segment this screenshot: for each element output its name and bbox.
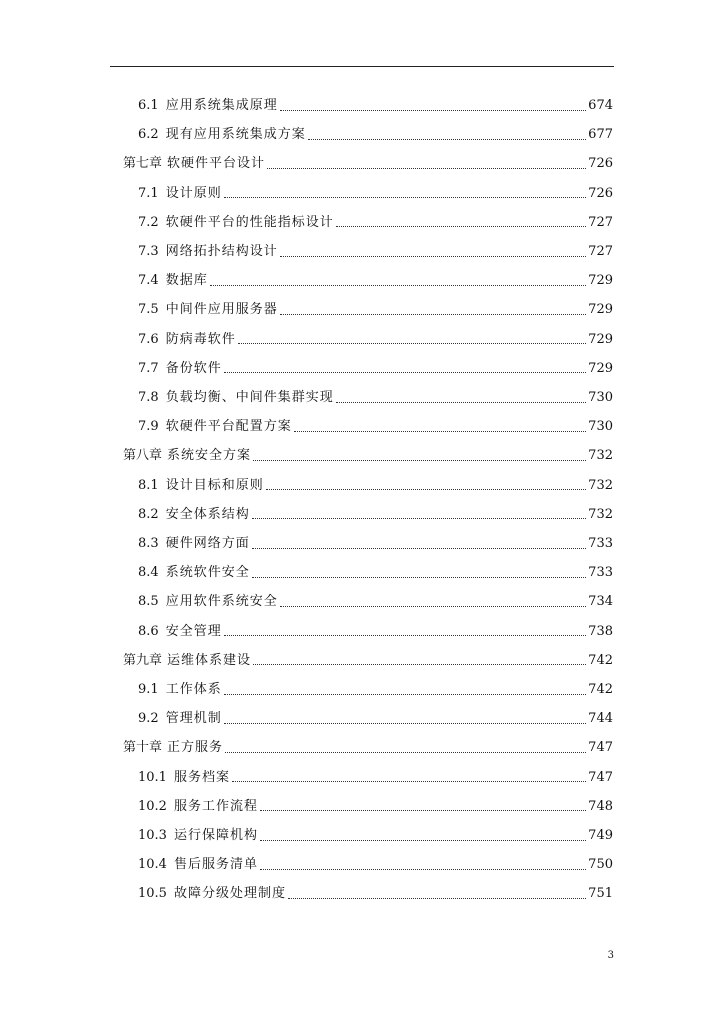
toc-section-entry[interactable] [138, 412, 613, 441]
toc-dot-leader [260, 839, 586, 841]
toc-entry-page: 744 [588, 711, 613, 727]
toc-chapter-entry[interactable] [123, 646, 613, 675]
toc-entry-page: 730 [588, 419, 613, 435]
page-number: 3 [607, 950, 614, 961]
toc-dot-leader [224, 196, 586, 198]
toc-dot-leader [260, 809, 586, 811]
toc-entry-number: 10.2 [138, 798, 167, 814]
toc-entry-number: 7.7 [138, 360, 159, 376]
toc-entry-number: 7.2 [138, 214, 159, 230]
toc-entry-page: 729 [588, 331, 613, 347]
toc-entry-number: 第九章 [123, 652, 163, 668]
toc-entry-page: 749 [588, 828, 613, 843]
toc-entry-title: 安全体系结构 [165, 506, 250, 522]
toc-entry-title: 管理机制 [165, 711, 222, 727]
toc-dot-leader [238, 342, 586, 344]
toc-section-entry[interactable] [138, 471, 613, 500]
toc-dot-leader [253, 459, 586, 461]
toc-section-entry[interactable] [138, 354, 613, 383]
toc-entry-page: 733 [588, 565, 613, 581]
toc-section-entry[interactable] [138, 120, 613, 149]
toc-entry-page: 726 [588, 156, 613, 172]
toc-entry-page: 727 [588, 214, 613, 230]
toc-entry-page: 747 [588, 740, 613, 756]
toc-entry-title: 服务工作流程 [173, 798, 258, 814]
toc-entry-page: 732 [588, 506, 613, 522]
toc-dot-leader [280, 255, 586, 257]
toc-entry-page: 738 [588, 623, 613, 639]
toc-entry-page: 729 [588, 302, 613, 318]
toc-entry-title: 中间件应用服务器 [165, 302, 278, 318]
toc-section-entry[interactable] [138, 763, 613, 792]
toc-entry-page: 729 [588, 273, 613, 289]
toc-section-entry[interactable] [138, 587, 613, 616]
toc-section-entry[interactable] [138, 266, 613, 295]
toc-entry-number: 8.6 [138, 623, 159, 639]
toc-entry-title: 软硬件平台设计 [167, 156, 266, 172]
toc-entry-title: 服务档案 [173, 769, 230, 785]
toc-entry-number: 9.1 [138, 682, 159, 697]
toc-entry-title: 硬件网络方面 [165, 536, 250, 551]
toc-dot-leader [280, 313, 586, 315]
toc-entry-page: 751 [588, 886, 613, 902]
toc-section-entry[interactable] [138, 850, 613, 879]
toc-entry-title: 软硬件平台的性能指标设计 [165, 214, 334, 230]
toc-chapter-entry[interactable] [123, 149, 613, 178]
toc-dot-leader [252, 576, 586, 578]
toc-dot-leader [336, 401, 586, 403]
toc-dot-leader [225, 751, 586, 753]
toc-dot-leader [224, 371, 586, 373]
toc-entry-title: 设计原则 [165, 185, 222, 201]
toc-dot-leader [267, 167, 586, 169]
toc-entry-number: 8.4 [138, 565, 159, 581]
toc-entry-page: 747 [588, 769, 613, 785]
header-rule [110, 66, 614, 67]
toc-entry-page: 727 [588, 244, 613, 259]
toc-entry-number: 10.1 [138, 769, 167, 785]
toc-entry-number: 7.1 [138, 185, 159, 201]
toc-dot-leader [210, 284, 586, 286]
toc-entry-page: 729 [588, 360, 613, 376]
toc-entry-title: 备份软件 [165, 360, 222, 376]
toc-entry-number: 9.2 [138, 711, 159, 727]
toc-dot-leader [294, 430, 586, 432]
toc-entry-title: 软硬件平台配置方案 [165, 419, 292, 435]
toc-entry-number: 第八章 [123, 448, 163, 464]
toc-section-entry[interactable] [138, 529, 613, 558]
toc-entry-page: 726 [588, 185, 613, 201]
toc-entry-page: 742 [588, 652, 613, 668]
toc-entry-number: 第十章 [123, 740, 163, 756]
toc-entry-page: 677 [588, 127, 613, 143]
toc-entry-number: 10.5 [138, 886, 167, 902]
toc-dot-leader [252, 547, 586, 549]
toc-entry-page: 732 [588, 448, 613, 464]
toc-dot-leader [224, 693, 586, 695]
toc-entry-title: 正方服务 [167, 740, 224, 756]
toc-dot-leader [224, 722, 586, 724]
toc-entry-title: 应用软件系统安全 [165, 594, 278, 610]
toc-entry-page: 734 [588, 594, 613, 610]
toc-entry-title: 网络拓扑结构设计 [165, 244, 278, 259]
toc-section-entry[interactable] [138, 295, 613, 324]
toc-entry-page: 730 [588, 390, 613, 405]
toc-entry-page: 750 [588, 857, 613, 873]
toc-entry-number: 7.9 [138, 419, 159, 435]
toc-section-entry[interactable] [138, 617, 613, 646]
toc-dot-leader [260, 868, 586, 870]
toc-entry-title: 设计目标和原则 [165, 477, 264, 493]
toc-entry-number: 10.4 [138, 857, 167, 873]
toc-section-entry[interactable] [138, 237, 613, 266]
toc-entry-number: 7.5 [138, 302, 159, 318]
toc-entry-title: 运行保障机构 [173, 828, 258, 843]
toc-section-entry[interactable] [138, 792, 613, 821]
toc-entry-page: 732 [588, 477, 613, 493]
toc-dot-leader [308, 138, 586, 140]
toc-entry-number: 6.2 [138, 127, 159, 143]
toc-entry-title: 现有应用系统集成方案 [165, 127, 306, 143]
toc-entry-title: 安全管理 [165, 623, 222, 639]
toc-entry-number: 7.3 [138, 244, 159, 259]
toc-entry-title: 运维体系建设 [167, 652, 252, 668]
toc-entry-number: 10.3 [138, 828, 167, 843]
toc-section-entry[interactable] [138, 704, 613, 733]
toc-dot-leader [253, 663, 586, 665]
toc-chapter-entry[interactable] [123, 441, 613, 470]
toc-dot-leader [280, 605, 586, 607]
toc-entry-title: 负载均衡、中间件集群实现 [165, 390, 334, 405]
toc-entry-title: 故障分级处理制度 [173, 886, 286, 902]
toc-section-entry[interactable] [138, 179, 613, 208]
toc-entry-number: 8.1 [138, 477, 159, 493]
toc-dot-leader [224, 634, 586, 636]
toc-entry-title: 应用系统集成原理 [165, 98, 278, 113]
toc-section-entry[interactable] [138, 500, 613, 529]
toc-entry-title: 系统软件安全 [165, 565, 250, 581]
toc-entry-title: 售后服务清单 [173, 857, 258, 873]
toc-entry-number: 7.8 [138, 390, 159, 405]
toc-entry-page: 733 [588, 536, 613, 551]
toc-entry-number: 7.4 [138, 273, 159, 289]
toc-entry-number: 7.6 [138, 331, 159, 347]
toc-dot-leader [252, 517, 586, 519]
toc-dot-leader [280, 109, 586, 111]
toc-entry-number: 6.1 [138, 98, 159, 113]
toc-section-entry[interactable] [138, 383, 613, 412]
toc-section-entry[interactable] [138, 879, 613, 908]
toc-entry-number: 8.2 [138, 506, 159, 522]
toc-entry-number: 8.3 [138, 536, 159, 551]
toc-entry-page: 742 [588, 682, 613, 697]
toc-section-entry[interactable] [138, 208, 613, 237]
toc-dot-leader [266, 488, 586, 490]
toc-entry-number: 第七章 [123, 156, 163, 172]
toc-entry-page: 674 [588, 98, 613, 113]
toc-section-entry[interactable] [138, 675, 613, 704]
toc-section-entry[interactable] [138, 325, 613, 354]
toc-entry-title: 系统安全方案 [167, 448, 252, 464]
toc-section-entry[interactable] [138, 821, 613, 850]
toc-entry-number: 8.5 [138, 594, 159, 610]
toc-entry-title: 防病毒软件 [165, 331, 236, 347]
toc-chapter-entry[interactable] [123, 733, 613, 762]
toc-entry-title: 数据库 [165, 273, 208, 289]
toc-dot-leader [232, 780, 586, 782]
toc-section-entry[interactable] [138, 91, 613, 120]
toc-section-entry[interactable] [138, 558, 613, 587]
toc-dot-leader [288, 897, 586, 899]
toc-entry-page: 748 [588, 798, 613, 814]
toc-dot-leader [336, 225, 586, 227]
toc-entry-title: 工作体系 [165, 682, 222, 697]
